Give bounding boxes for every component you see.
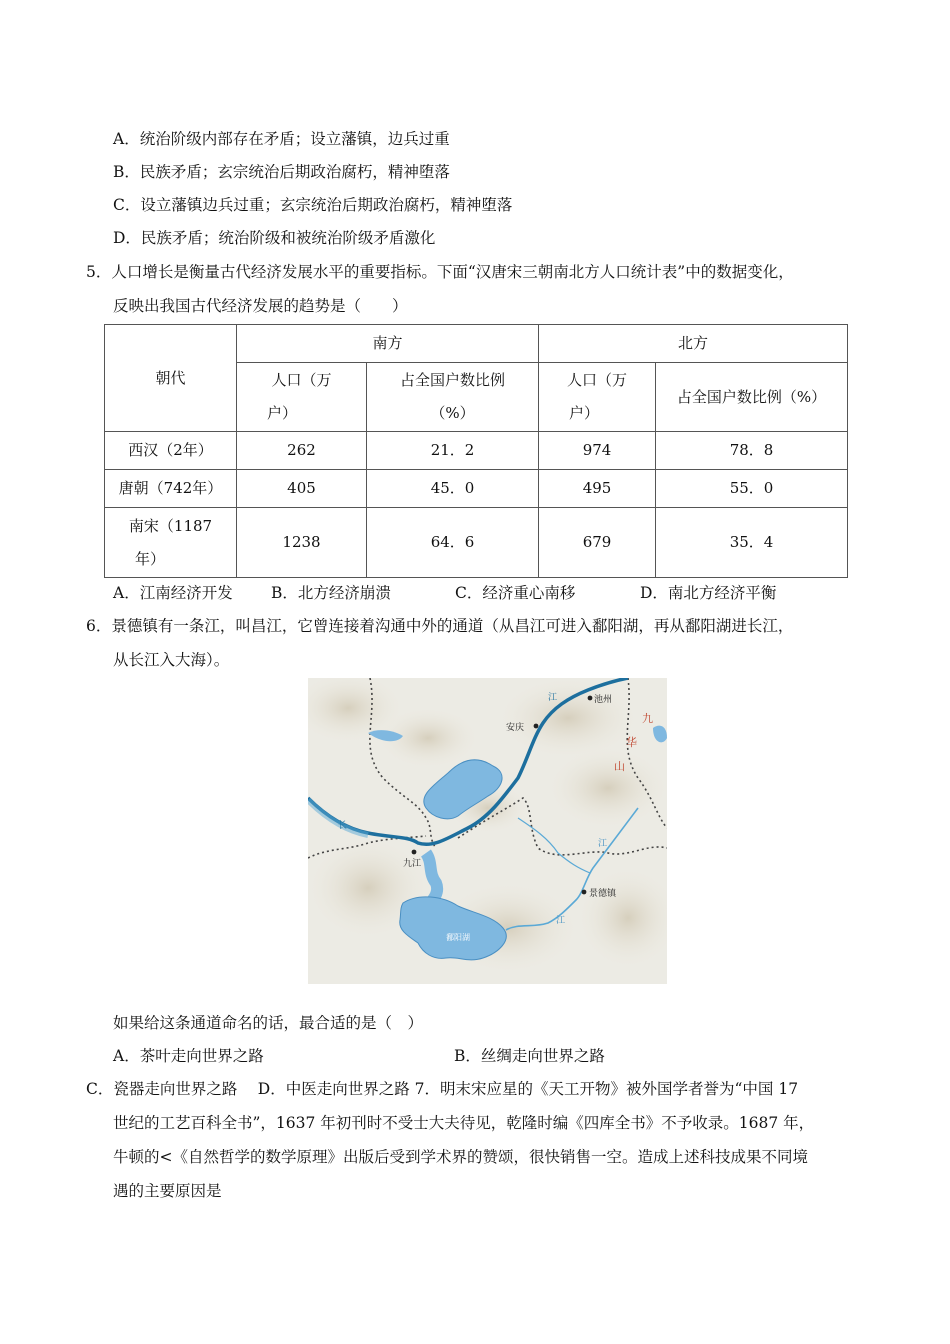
q5-option-b: B．北方经济崩溃 [271, 584, 391, 602]
header-south-ratio: 占全国户数比例 （%） [367, 363, 539, 432]
q5-stem-line1: 5．人口增长是衡量古代经济发展水平的重要指标。下面“汉唐宋三朝南北方人口统计表”中的数据变化， [86, 263, 794, 281]
q6-question: 如果给这条通道命名的话，最合适的是（ ） [113, 1014, 424, 1032]
header-south: 南方 [237, 325, 539, 363]
q7-line2: 世纪的工艺百科全书”，1637 年初刊时不受士大夫待见，乾隆时编《四库全书》不予收录。1687 年， [113, 1114, 815, 1132]
q7-line1: C．瓷器走向世界之路 D．中医走向世界之路 7．明末宋应星的《天工开物》被外国学者誉为“中国 17 [86, 1080, 799, 1098]
table-row [105, 470, 848, 508]
row-south-ratio: 64．6 [367, 508, 539, 578]
q5-option-c: C．经济重心南移 [455, 584, 576, 602]
q5-stem-line2: 反映出我国古代经济发展的趋势是（ ） [113, 297, 408, 315]
label-jiujiang: 九江 [403, 859, 422, 869]
row-south-pop: 1238 [237, 508, 367, 578]
q4-option-c: C．设立藩镇边兵过重；玄宗统治后期政治腐朽，精神堕落 [113, 196, 513, 214]
header-north: 北方 [539, 325, 848, 363]
label-jiang: 江 [548, 693, 558, 703]
q5-option-d: D．南北方经济平衡 [640, 584, 777, 602]
q7-line4: 遇的主要原因是 [113, 1182, 222, 1200]
q4-option-d: D．民族矛盾；统治阶级和被统治阶级矛盾激化 [113, 229, 436, 247]
q5-option-a: A．江南经济开发 [113, 584, 233, 602]
row-south-ratio: 21．2 [367, 432, 539, 470]
table-row [105, 432, 848, 470]
label-hua: 华 [626, 736, 637, 749]
label-jingdezhen: 景德镇 [589, 889, 617, 899]
label-chizhou: 池州 [594, 695, 613, 705]
q4-option-a: A．统治阶级内部存在矛盾；设立藩镇，边兵过重 [113, 130, 450, 148]
row-north-ratio: 35．4 [656, 508, 848, 578]
q6-option-a: A．茶叶走向世界之路 [113, 1047, 264, 1065]
row-north-pop: 495 [539, 470, 656, 508]
q6-stem-line1: 6．景德镇有一条江，叫昌江，它曾连接着沟通中外的通道（从昌江可进入鄱阳湖，再从鄱阳湖进长江， [86, 617, 794, 635]
header-north-ratio: 占全国户数比例（%） [656, 363, 848, 432]
row-dynasty: 南宋（1187 年） [105, 508, 237, 578]
q7-line3: 牛顿的<《自然哲学的数学原理》出版后受到学术界的赞颂，很快销售一空。造成上述科技成果不同境 [113, 1148, 808, 1166]
label-jiang: 江 [598, 839, 608, 849]
row-south-pop: 405 [237, 470, 367, 508]
label-anqing: 安庆 [506, 723, 525, 733]
header-north-pop: 人口（万 户） [539, 363, 656, 432]
row-south-pop: 262 [237, 432, 367, 470]
label-poyang: 鄱阳湖 [446, 933, 470, 942]
label-jiang: 江 [556, 916, 566, 926]
table-row [105, 508, 848, 578]
q4-option-b: B．民族矛盾；玄宗统治后期政治腐朽，精神堕落 [113, 163, 450, 181]
header-dynasty: 朝代 [105, 325, 237, 432]
q6-option-b: B．丝绸走向世界之路 [454, 1047, 605, 1065]
population-table [104, 324, 848, 578]
header-south-pop: 人口（万 户） [237, 363, 367, 432]
jingdezhen-route-map [308, 678, 667, 984]
q5-options [113, 583, 863, 605]
row-north-ratio: 55．0 [656, 470, 848, 508]
row-north-pop: 679 [539, 508, 656, 578]
row-north-ratio: 78．8 [656, 432, 848, 470]
row-dynasty: 西汉（2年） [105, 432, 237, 470]
label-chang: 长 [338, 821, 348, 831]
q6-stem-line2: 从长江入大海）。 [113, 651, 230, 669]
label-shan: 山 [614, 760, 625, 773]
row-north-pop: 974 [539, 432, 656, 470]
row-south-ratio: 45．0 [367, 470, 539, 508]
label-jiu: 九 [642, 712, 653, 725]
row-dynasty: 唐朝（742年） [105, 470, 237, 508]
